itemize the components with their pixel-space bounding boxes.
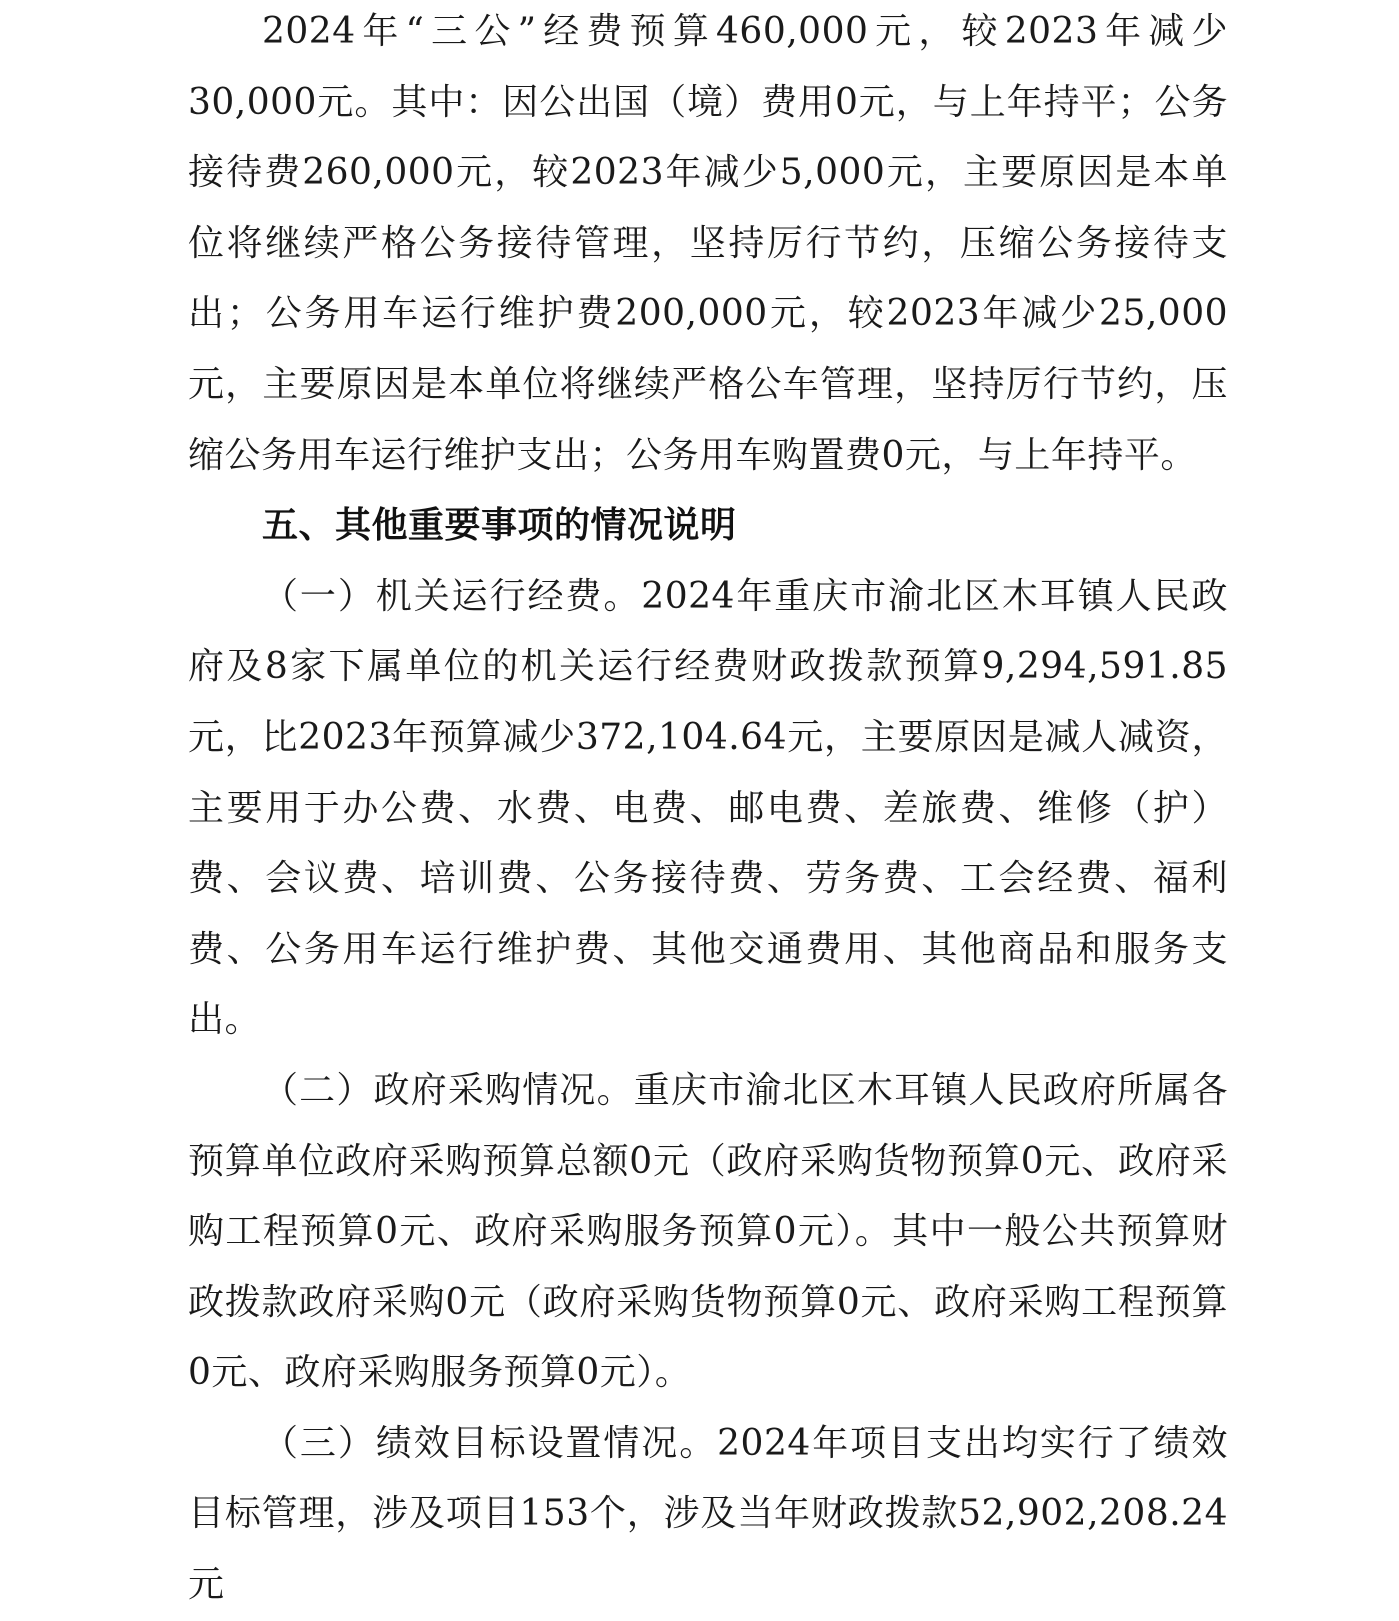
paragraph-performance-targets (188, 1409, 1228, 1621)
paragraph-body-government-procurement: 重庆市渝北区木耳镇人民政府所属各预算单位政府采购预算总额0元（政府采购货物预算0元、政府采购工程预算0元、政府采购服务预算0元）。其中一般公共预算财政拨款政府采购0元（政府采购货物预算0元、政府采购工程预算0元、政府采购服务预算0元）。 (188, 1069, 1228, 1394)
paragraph-lead-government-procurement: （二）政府采购情况。 (262, 1069, 634, 1111)
paragraph-lead-operating-expenses: （一）机关运行经费。 (262, 575, 642, 617)
paragraph-operating-expenses (188, 562, 1228, 1056)
section-heading-other-matters: 五、其他重要事项的情况说明 (262, 505, 737, 547)
document-body (188, 0, 1228, 1621)
paragraph-government-procurement (188, 1056, 1228, 1409)
paragraph-body-operating-expenses: 2024年重庆市渝北区木耳镇人民政府及8家下属单位的机关运行经费财政拨款预算9,294,591.85元，比2023年预算减少372,104.64元，主要原因是减人减资，主要用于办公费、水费、电费、邮电费、差旅费、维修（护）费、会议费、培训费、公务接待费、劳务费、工会经费、福利费、公务用车运行维护费、其他交通费用、其他商品和服务支出。 (188, 575, 1228, 1041)
paragraph-body-performance-targets: 2024年项目支出均实行了绩效目标管理，涉及项目153个，涉及当年财政拨款52,902,208.24元 (188, 1422, 1228, 1606)
paragraph-lead-performance-targets: （三）绩效目标设置情况。 (262, 1422, 718, 1464)
paragraph-three-public-expenses: 2024年“三公”经费预算460,000元，较2023年减少30,000元。其中：因公出国（境）费用0元，与上年持平；公务接待费260,000元，较2023年减少5,000元，主要原因是本单位将继续严格公务接待管理，坚持厉行节约，压缩公务接待支出；公务用车运行维护费200,000元，较2023年减少25,000元，主要原因是本单位将继续严格公车管理，坚持厉行节约，压缩公务用车运行维护支出；公务用车购置费0元，与上年持平。 (188, 11, 1228, 476)
